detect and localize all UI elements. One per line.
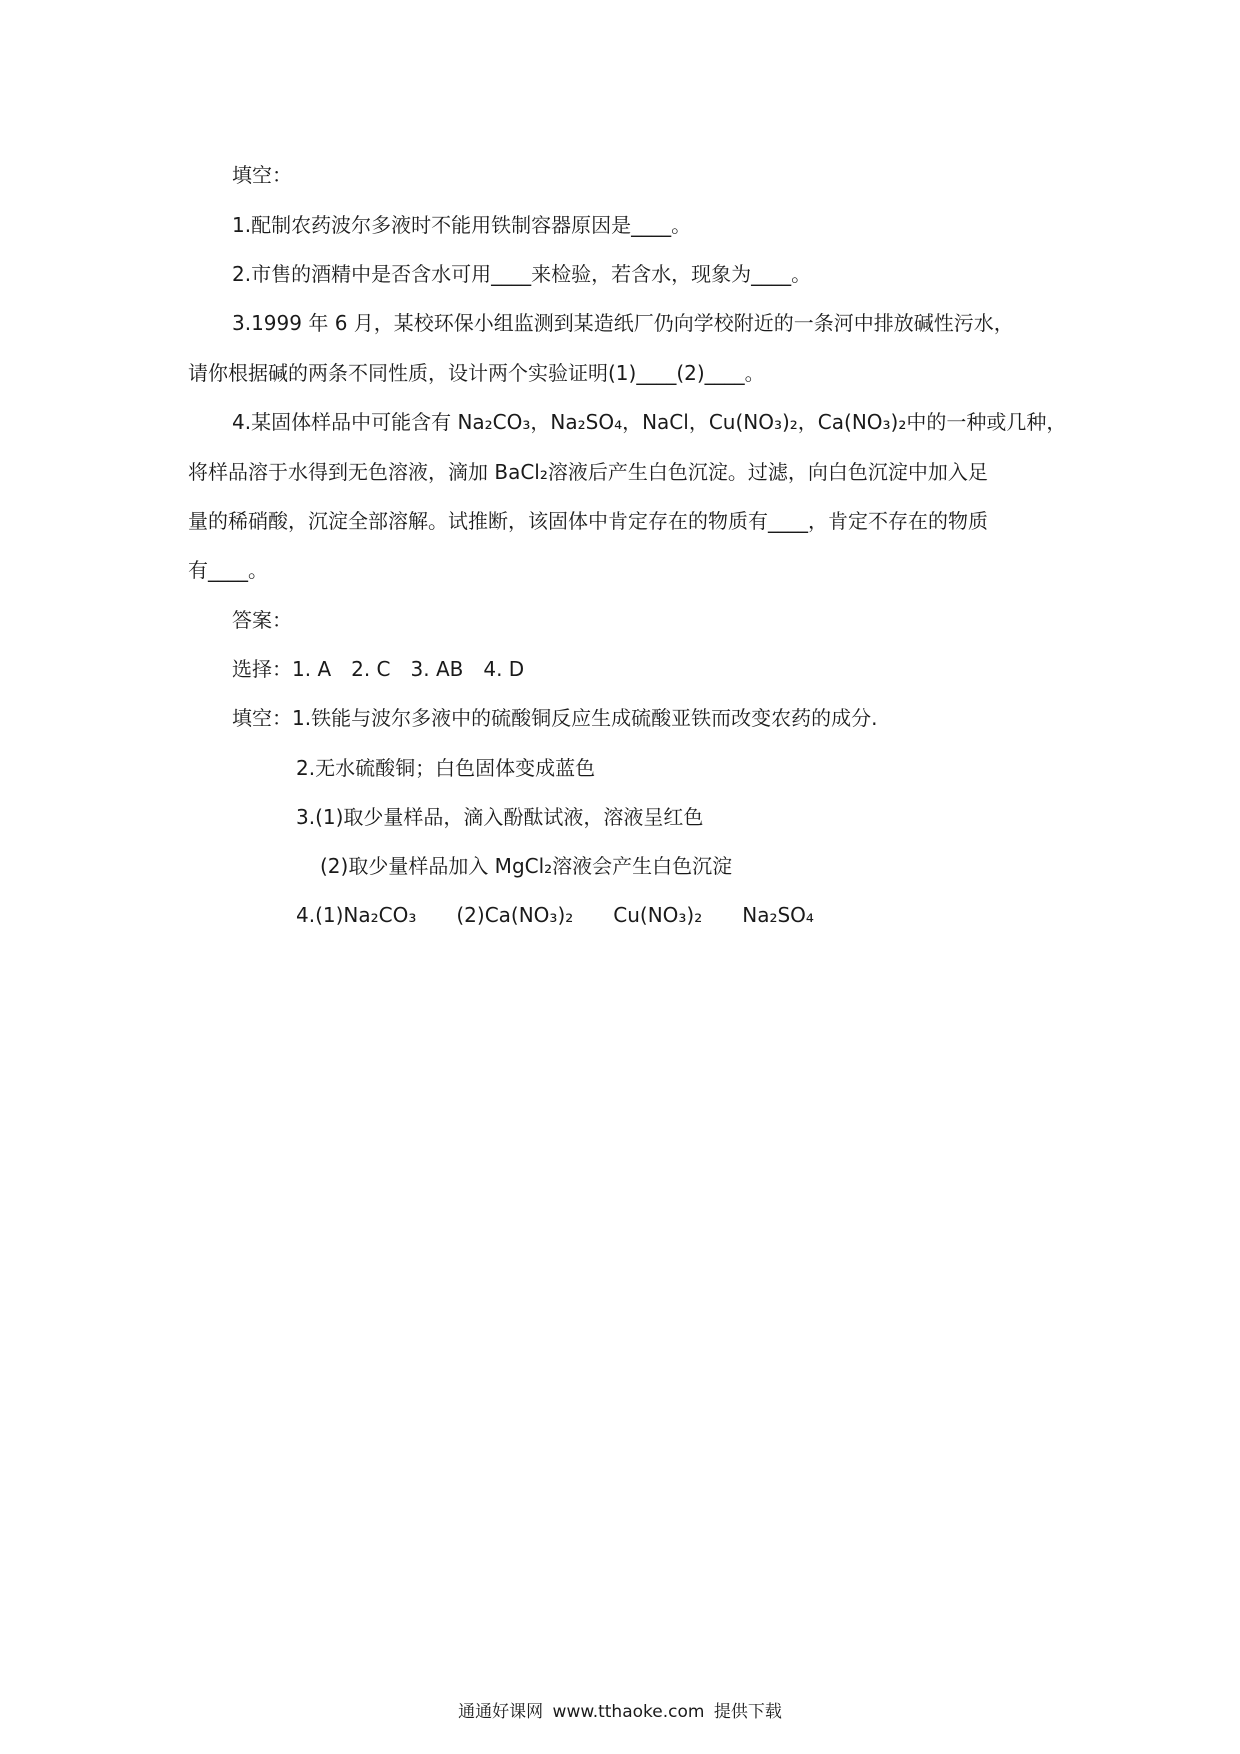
fill-section-heading: 填空： <box>232 163 292 187</box>
fill-question-4-line-2: 将样品溶于水得到无色溶液，滴加 BaCl₂溶液后产生白色沉淀。过滤，向白色沉淀中加入足 <box>188 460 988 484</box>
fill-question-3-line-2: 请你根据碱的两条不同性质，设计两个实验证明(1)____(2)____。 <box>188 361 765 385</box>
answer-fill-1: 填空：1.铁能与波尔多液中的硫酸铜反应生成硫酸亚铁而改变农药的成分. <box>232 706 878 730</box>
answer-choice: 选择：1. A 2. C 3. AB 4. D <box>232 657 525 681</box>
fill-question-2: 2.市售的酒精中是否含水可用____来检验，若含水，现象为____。 <box>232 262 812 286</box>
fill-question-3-line-1: 3.1999 年 6 月，某校环保小组监测到某造纸厂仍向学校附近的一条河中排放碱性污水， <box>232 311 1014 335</box>
page-footer <box>0 1700 1240 1724</box>
fill-question-4-line-1: 4.某固体样品中可能含有 Na₂CO₃，Na₂SO₄，NaCl，Cu(NO₃)₂，Ca(NO₃)₂中的一种或几种， <box>232 410 1067 434</box>
answer-fill-3b: (2)取少量样品加入 MgCl₂溶液会产生白色沉淀 <box>320 854 733 878</box>
fill-question-4-line-4: 有____。 <box>188 558 268 582</box>
answers-heading: 答案： <box>232 608 292 632</box>
footer-url[interactable]: www.tthaoke.com <box>552 1702 705 1722</box>
answer-fill-2: 2.无水硫酸铜；白色固体变成蓝色 <box>296 756 596 780</box>
fill-question-4-line-3: 量的稀硝酸，沉淀全部溶解。试推断，该固体中肯定存在的物质有____，肯定不存在的物质 <box>188 509 988 533</box>
fill-question-1: 1.配制农药波尔多液时不能用铁制容器原因是____。 <box>232 213 692 237</box>
footer-suffix: 提供下载 <box>713 1702 782 1722</box>
footer-site-name: 通通好课网 <box>458 1702 544 1722</box>
answer-fill-4: 4.(1)Na₂CO₃ (2)Ca(NO₃)₂ Cu(NO₃)₂ Na₂SO₄ <box>296 903 814 927</box>
answer-fill-3a: 3.(1)取少量样品，滴入酚酞试液，溶液呈红色 <box>296 805 704 829</box>
